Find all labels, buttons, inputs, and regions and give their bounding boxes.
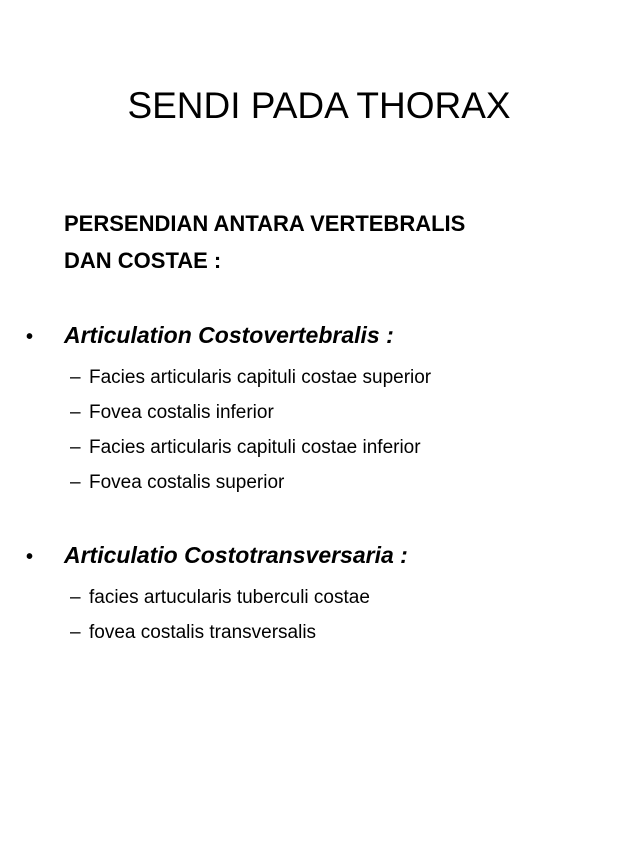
dash-icon: –	[70, 622, 81, 643]
dash-icon: –	[70, 402, 81, 423]
bullet-heading	[26, 538, 626, 574]
list-item-text: Fovea costalis superior	[89, 472, 285, 493]
list-item-text: fovea costalis transversalis	[89, 622, 317, 643]
list-item	[70, 580, 626, 615]
list-item-text: facies artucularis tuberculi costae	[89, 587, 370, 608]
dash-icon: –	[70, 437, 81, 458]
list-item-text: Fovea costalis inferior	[89, 402, 274, 423]
dash-icon: –	[70, 587, 81, 608]
bullet-heading-text: Articulation Costovertebralis :	[64, 322, 394, 348]
subheading-line: PERSENDIAN ANTARA VERTEBRALIS	[64, 211, 466, 236]
list-item	[70, 360, 626, 395]
list-item	[70, 465, 626, 500]
bullet-heading-text: Articulatio Costotransversaria :	[64, 542, 408, 568]
list-item-text: Facies articularis capituli costae inferior	[89, 437, 421, 458]
sub-list	[26, 580, 626, 650]
bullet-icon: •	[26, 326, 34, 348]
slide-title: SENDI PADA THORAX	[127, 85, 511, 126]
list-item	[70, 395, 626, 430]
dash-icon: –	[70, 367, 81, 388]
list-item	[70, 430, 626, 465]
section-costotransversaria	[26, 538, 626, 650]
bullet-icon: •	[26, 546, 34, 568]
list-item-text: Facies articularis capituli costae superior	[89, 367, 432, 388]
dash-icon: –	[70, 472, 81, 493]
bullet-heading	[26, 318, 626, 354]
subheading-line: DAN COSTAE :	[64, 248, 222, 273]
list-item	[70, 615, 626, 650]
subheading	[64, 205, 624, 279]
sub-list	[26, 360, 626, 500]
section-costovertebralis	[26, 318, 626, 500]
